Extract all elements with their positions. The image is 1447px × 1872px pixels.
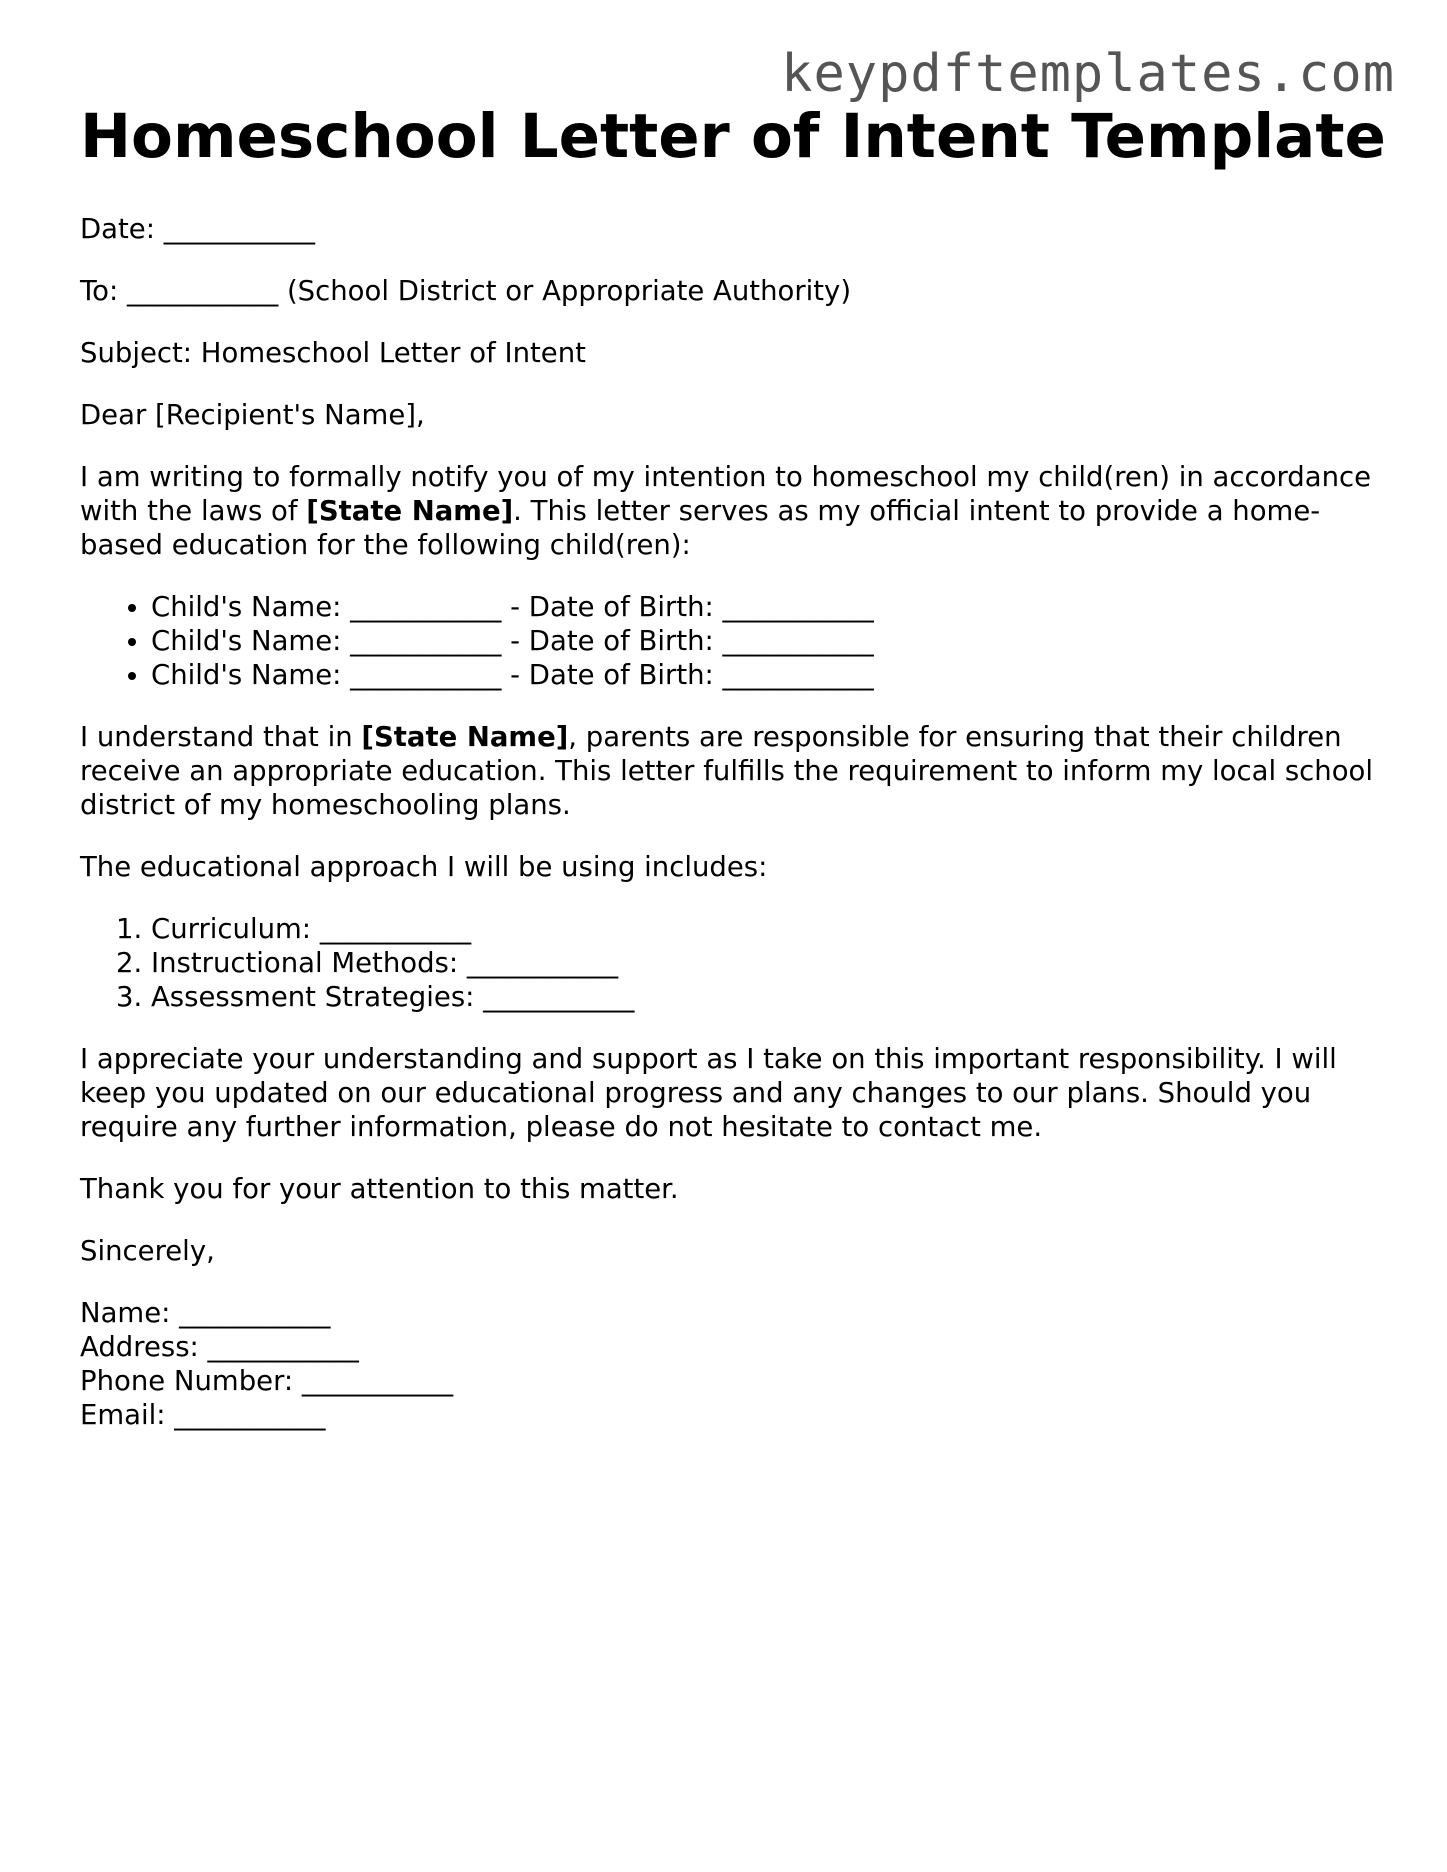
list-item: • Child's Name: ___________ - Date of Birth: ___________ xyxy=(151,624,1380,658)
letter-document xyxy=(80,101,1386,1432)
understanding-text-end: , parents are responsible for ensuring that their children receive an appropriate education. This letter fulfills the requirement to inform my local school district of my homeschooling plans. xyxy=(80,721,1373,821)
document-title: Homeschool Letter of Intent Template xyxy=(80,101,1386,172)
signature-address: Address: ___________ xyxy=(80,1331,359,1363)
state-name-placeholder: [State Name] xyxy=(361,721,569,753)
signature-phone: Phone Number: ___________ xyxy=(80,1365,454,1397)
approach-intro: The educational approach I will be using includes: xyxy=(80,851,768,883)
understanding-paragraph xyxy=(80,720,1380,822)
list-item: 3. Assessment Strategies: ___________ xyxy=(151,980,1380,1014)
state-name-placeholder: [State Name] xyxy=(306,495,514,527)
appreciation-paragraph: I appreciate your understanding and support as I take on this important responsibility. I will keep you updated on our educational progress and any changes to our plans. Should you require any further information, please do not hesitate to contact me. xyxy=(80,1043,1337,1143)
intro-text-start: I am writing to formally notify you of my intention to homeschool my child(ren) in accordance with the laws of xyxy=(80,461,1372,527)
signature-name: Name: ___________ xyxy=(80,1297,331,1329)
list-item: • Child's Name: ___________ - Date of Birth: ___________ xyxy=(151,658,1380,692)
intro-text-end: . This letter serves as my official intent to provide a home-based education for the following child(ren): xyxy=(80,495,1321,561)
date-line: Date: ___________ xyxy=(80,213,315,245)
closing-line: Sincerely, xyxy=(80,1235,215,1267)
list-item: • Child's Name: ___________ - Date of Birth: ___________ xyxy=(151,590,1380,624)
signature-block xyxy=(80,1296,1380,1432)
understanding-text-start: I understand that in xyxy=(80,721,362,753)
list-item: 1. Curriculum: ___________ xyxy=(151,912,1380,946)
thanks-line: Thank you for your attention to this matter. xyxy=(80,1173,679,1205)
salutation: Dear [Recipient's Name], xyxy=(80,399,425,431)
site-watermark: keypdftemplates.com xyxy=(781,44,1395,104)
approach-list xyxy=(80,912,1380,1014)
to-line: To: ___________ (School District or Appropriate Authority) xyxy=(80,275,852,307)
list-item: 2. Instructional Methods: ___________ xyxy=(151,946,1380,980)
subject-line: Subject: Homeschool Letter of Intent xyxy=(80,337,586,369)
signature-email: Email: ___________ xyxy=(80,1399,326,1431)
children-list xyxy=(80,590,1380,692)
intro-paragraph xyxy=(80,460,1380,562)
